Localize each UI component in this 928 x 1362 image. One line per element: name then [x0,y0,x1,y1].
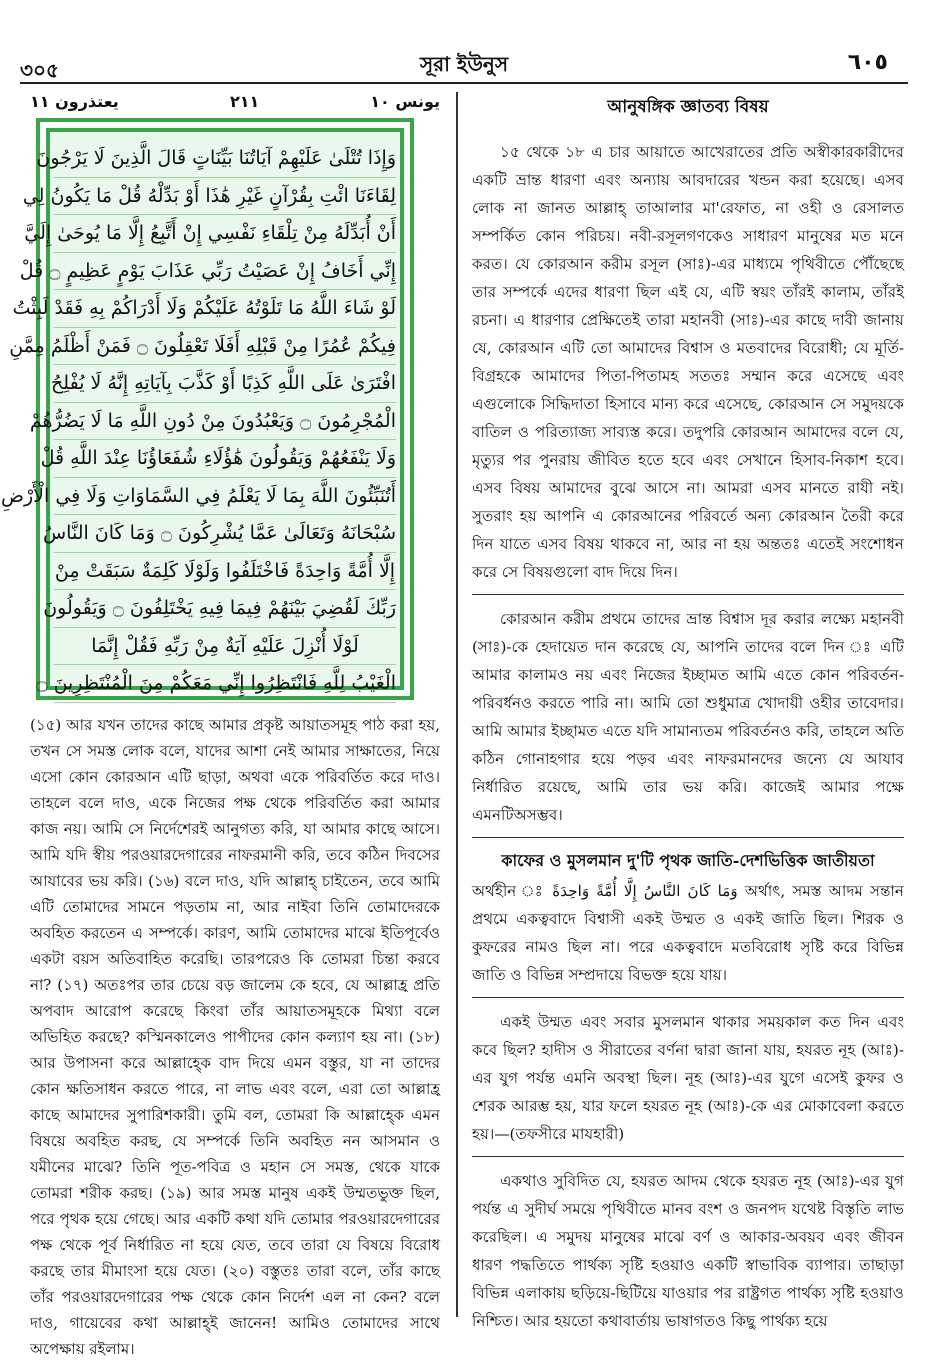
commentary-paragraph-5: একথাও সুবিদিত যে, হযরত আদম থেকে হযরত নূহ (আঃ)-এর যুগ পর্যন্ত এ সুদীর্ঘ সময়ে পৃথিবীতে মানব বংশ ও জনপদ যথেষ্ট বিস্তৃতি লাভ করেছিল। এ সমুদয় মানুষের মাঝে বর্ণ ও আকার-অবয়ব এবং জীবন ধারণ পদ্ধতিতে পার্থক্য সৃষ্টি হওয়াও একটি স্বাভাবিক ব্যাপার। তাছাড়া বিভিন্ন এলাকায় ছড়িয়ে-ছিটিয়ে যাওয়ার পর রাষ্ট্রগত পার্থক্য সৃষ্টি হওয়াও নিশ্চিত। আর হয়তো কথাবার্তায় ভাষাগতও কিছু পার্থক্য হয়ে [472,1172,904,1330]
arabic-line: وَإِذَا تُتْلَىٰ عَلَيْهِمْ آيَاتُنَا بَيِّنَاتٍ قَالَ الَّذِينَ لَا يَرْجُونَ [54,140,396,178]
arabic-line: رَبِّكَ لَقُضِيَ بَيْنَهُمْ فِيمَا فِيهِ يَخْتَلِفُونَ ۝ وَيَقُولُونَ [54,590,396,628]
arabic-header-number: ٢١١ [230,92,260,111]
paragraph-divider [472,1156,904,1157]
paragraph-divider [472,594,904,595]
arabic-header-surah: يعتذرون ١١ [30,92,119,111]
arabic-line: سُبْحَانَهُ وَتَعَالَىٰ عَمَّا يُشْرِكُونَ ۝ وَمَا كَانَ النَّاسُ [54,515,396,553]
arabic-line: فِيكُمْ عُمُرًا مِنْ قَبْلِهِ أَفَلَا تَعْقِلُونَ ۝ فَمَنْ أَظْلَمُ مِمَّنِ [54,328,396,366]
paragraph-divider [472,997,904,998]
commentary-paragraph-3: অর্থহীন ঃ وَمَا كَانَ النَّاسُ إِلَّا أُمَّةً وَاحِدَةً অর্থাৎ, সমস্ত আদম সন্তান প্রথমে একত্ববাদে বিশ্বাসী একই উম্মত ও একই জাতি ছিল। শিরক ও কুফরের নামও ছিল না। পরে একত্ববাদে মতবিরোধ সৃষ্টি করে বিভিন্ন জাতি ও বিভিন্ন সম্প্রদায়ে বিভক্ত হয়ে যায়। [472,882,905,984]
arabic-line: لَوْلَا أُنْزِلَ عَلَيْهِ آيَةٌ مِنْ رَبِّهِ فَقُلْ إِنَّمَا [54,628,396,666]
page-title: সূরা ইউনুস [419,52,509,76]
arabic-header [30,92,440,118]
arabic-line: افْتَرَىٰ عَلَى اللَّهِ كَذِبًا أَوْ كَذَّبَ بِآيَاتِهِ إِنَّهُ لَا يُفْلِحُ [54,365,396,403]
arabic-line: أَتُنَبِّئُونَ اللَّهَ بِمَا لَا يَعْلَمُ فِي السَّمَاوَاتِ وَلَا فِي الْأَرْضِ [54,478,396,516]
header-rule [20,82,908,84]
arabic-text-frame [1,118,414,700]
page-header [0,0,928,80]
translation-paragraph: (১৫) আর যখন তাদের কাছে আমার প্রকৃষ্ট আয়াতসমূহ পাঠ করা হয়, তখন সে সমস্ত লোক বলে, যাদের আশা নেই আমার সাক্ষাতের, নিয়ে এসো কোন কোরআন এটি ছাড়া, অথবা একে পরিবর্তিত করে দাও। তাহলে বলে দাও, একে নিজের পক্ষ থেকে পরিবর্তিত করা আমার কাজ নয়। আমি সে নির্দেশেরই আনুগত্য করি, যা আমার কাছে আসে। আমি যদি স্বীয় পরওয়ারদেগারের নাফরমানী করি, তবে কঠিন দিবসের আযাবের ভয় করি। (১৬) বলে দাও, যদি আল্লাহ্ চাইতেন, তবে আমি এটি তোমাদের সামনে পড়তাম না, আর নাইবা তিনি তোমাদেরকে অবহিত করতেন এ সম্পর্কে। কারণ, আমি তোমাদের মাঝে ইতিপূর্বেও একটা বয়স অতিবাহিত করেছি। তারপরেও কি তোমরা চিন্তা করবে না? (১৭) অতঃপর তার চেয়ে বড় জালেম কে হবে, যে আল্লাহ্র প্রতি অপবাদ আরোপ করেছে কিংবা তাঁর আয়াতসমূহকে মিথ্যা বলে অভিহিত করছে? কস্মিনকালেও পাপীদের কোন কল্যাণ হয় না। (১৮) আর উপাসনা করে আল্লাহ্কে বাদ দিয়ে এমন বস্তুর, যা না তাদের কোন ক্ষতিসাধন করতে পারে, না লাভ এবং বলে, এরা তো আল্লাহ্র কাছে আমাদের সুপারিশকারী। তুমি বল, তোমরা কি আল্লাহ্কে এমন বিষয়ে অবহিত করছ, যে সম্পর্কে তিনি অবহিত নন আসমান ও যমীনের মাঝে? তিনি পূত-পবিত্র ও মহান সে সমস্ত, থেকে যাকে তোমরা শরীক করছ। (১৯) আর সমস্ত মানুষ একই উম্মতভুক্ত ছিল, পরে পৃথক হয়ে গেছে। আর একটি কথা যদি তোমার পরওয়ারদেগারের পক্ষ থেকে পূর্ব নির্ধারিত না হয়ে যেত, তবে তারা যে বিষয়ে বিরোধ করছে তার মীমাংসা হয়ে যেত। (২০) বস্তুতঃ তারা বলে, তাঁর কাছে তাঁর পরওয়ারদেগারের পক্ষ থেকে কোন নির্দেশ এল না কেন? বলে দাও, গায়েবের কথা আল্লাহ্ই জানেন! আমিও তোমাদের সাথে অপেক্ষায় রইলাম। [30,716,440,1358]
page-number-right: ٦٠٥ [847,50,888,75]
arabic-line: إِلَّا أُمَّةً وَاحِدَةً فَاخْتَلَفُوا وَلَوْلَا كَلِمَةٌ سَبَقَتْ مِنْ [54,553,396,591]
arabic-line: إِنِّي أَخَافُ إِنْ عَصَيْتُ رَبِّي عَذَابَ يَوْمٍ عَظِيمٍ ۝ قُلْ [54,253,396,291]
arabic-line: لَوْ شَاءَ اللَّهُ مَا تَلَوْتُهُ عَلَيْكُمْ وَلَا أَدْرَاكُمْ بِهِ فَقَدْ لَبِثْتُ [54,290,396,328]
sub-heading: কাফের ও মুসলমান দু'টি পৃথক জাতি-দেশভিত্তিক জাতীয়তা [501,851,875,870]
arabic-header-juz: يونس ١٠ [370,92,440,111]
arabic-line: الْغَيْبُ لِلَّهِ فَانْتَظِرُوا إِنِّي مَعَكُمْ مِنَ الْمُنْتَظِرِينَ ۝ [54,665,396,703]
page-number-left: ৩০৫ [20,58,59,82]
commentary-column [472,92,904,1343]
paragraph-divider [472,837,904,838]
commentary-paragraph-4: একই উম্মত এবং সবার মুসলমান থাকার সময়কাল কত দিন এবং কবে ছিল? হাদীস ও সীরাতের বর্ণনা দ্বারা জানা যায়, হযরত নূহ (আঃ)-এর যুগ পর্যন্ত এমনি অবস্থা ছিল। নূহ (আঃ)-এর যুগে এসেই কুফর ও শেরক আরম্ভ হয়, যার ফলে হযরত নূহ (আঃ)-কে এর মোকাবেলা করতে হয়।—(তফসীরে মাযহারী) [472,1013,904,1143]
arabic-line: لِقَاءَنَا ائْتِ بِقُرْآنٍ غَيْرِ هَٰذَا أَوْ بَدِّلْهُ قُلْ مَا يَكُونُ لِي [54,178,396,216]
section-heading: আনুষঙ্গিক জ্ঞাতব্য বিষয় [607,97,769,117]
arabic-line: الْمُجْرِمُونَ ۝ وَيَعْبُدُونَ مِنْ دُونِ اللَّهِ مَا لَا يَضُرُّهُمْ [54,403,396,441]
column-divider [456,92,458,1317]
commentary-paragraph-2: কোরআন করীম প্রথমে তাদের ভ্রান্ত বিশ্বাস দূর করার লক্ষ্যে মহানবী (সাঃ)-কে হেদায়েত দান করেছে যে, আপনি তাদের বলে দিন ঃ এটি আমার কালামও নয় এবং নিজের ইচ্ছামত আমি এতে কোন পরিবর্তন-পরিবর্ধনও করতে পারি না। আমি তো শুধুমাত্র খোদায়ী ওহীর তাবেদার। আমি আমার ইচ্ছামত এতে যদি সামান্যতম পরিবর্তনও করি, তাহলে অতি কঠিন গোনাহগার হয়ে পড়ব এবং নাফরমানদের জন্যে যে আযাব নির্ধারিত রয়েছে, আমি তার ভয় করি। কাজেই আমার পক্ষে এমনটিঅসম্ভব। [472,610,904,824]
arabic-line: أَنْ أُبَدِّلَهُ مِنْ تِلْقَاءِ نَفْسِي إِنْ أَتَّبِعُ إِلَّا مَا يُوحَىٰ إِلَيَّ [54,215,396,253]
translation-block [30,712,440,1362]
arabic-line: وَلَا يَنْفَعُهُمْ وَيَقُولُونَ هَٰؤُلَاءِ شُفَعَاؤُنَا عِنْدَ اللَّهِ قُلْ [54,440,396,478]
commentary-paragraph-1: ১৫ থেকে ১৮ এ চার আয়াতে আখেরাতের প্রতি অস্বীকারকারীদের একটি ভ্রান্ত ধারণা এবং অন্যায় আবদারের খন্ডন করা হয়েছে। এসব লোক না জানত আল্লাহ্ তাআলার মা'রেফাত, না ওহী ও রেসালত সম্পর্কিত কোন পরিচয়। নবী-রসূলগণকেও সাধারণ মানুষের মত মনে করত। যে কোরআন করীম রসূল (সাঃ)-এর মাধ্যমে পৃথিবীতে পৌঁছেছে তার সম্পর্কে এদের ধারণা ছিল এই যে, এটি স্বয়ং তাঁরই কালাম, তাঁরই রচনা। এ ধারণার প্রেক্ষিতেই তারা মহানবী (সাঃ)-এর কাছে দাবী জানায় যে, কোরআন এটি তো আমাদের বিশ্বাস ও মতবাদের বিরোধী; যে মূর্তি-বিগ্রহকে আমাদের পিতা-পিতামহ সততঃ সম্মান করে এসেছে এবং এগুলোকে সিদ্ধিদাতা হিসাবে মান্য করে এসেছে, কোরআন সে সমুদয়কে বাতিল ও পরিত্যাজ্য সাব্যস্ত করে। তদুপরি কোরআন আমাদের বলে যে, মৃত্যুর পর পুনরায় জীবিত হতে হবে এবং সেখানে হিসাব-নিকাশ হবে। এসব বিষয় আমাদের বুঝে আসে না। আমরা এসব মানতে রাযী নই। সুতরাং হয় আপনি এ কোরআনের পরিবর্তে অন্য কোরআন তৈরী করে দিন যাতে এসব বিষয় থাকবে না, আর না হয় অন্ততঃ এতেই সংশোধন করে সে বিষয়গুলো বাদ দিয়ে দিন। [472,143,904,581]
